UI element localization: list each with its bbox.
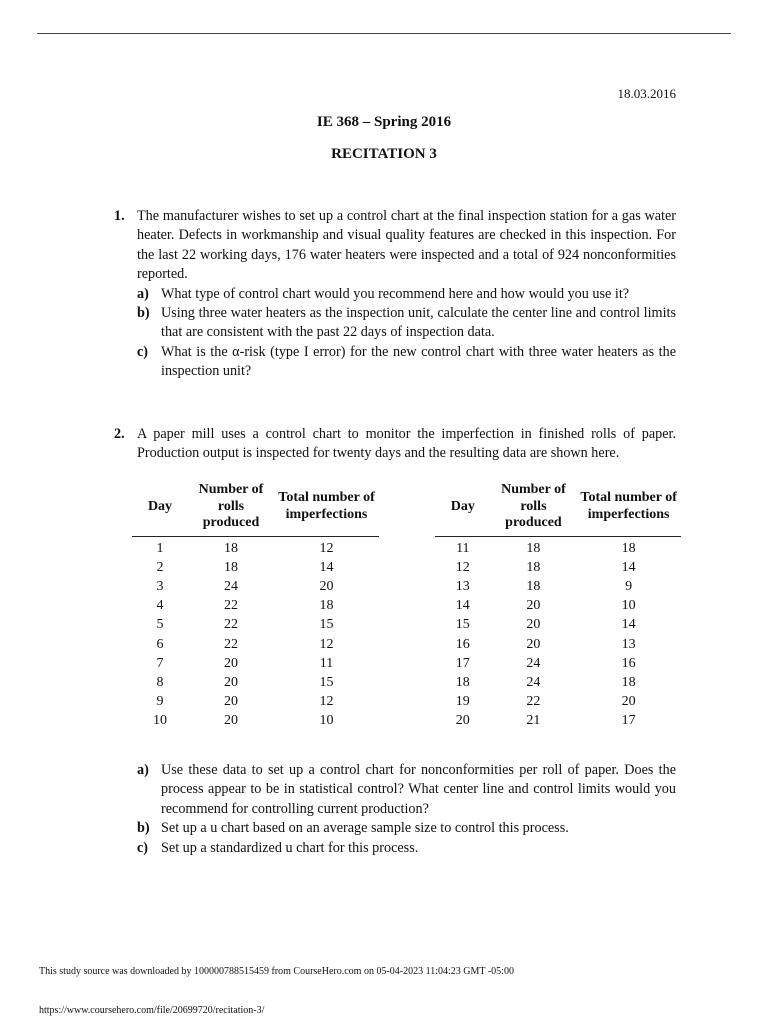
rolls-cell: 24 [526,655,541,671]
imperfections-cell: 15 [319,674,334,690]
imperfections-cell: 20 [621,694,636,710]
column-header-imperfections: Total number of imperfections [274,482,379,536]
day-cell: 4 [156,598,164,614]
table-body [132,536,379,731]
question-text: The manufacturer wishes to set up a control chart at the final inspection station for a gas water heater. Defects in workmanship and visual quality features are checked in this inspection. For the last 22 working days, 176 water heaters were inspected and a total of 924 nonconformities reported. [137,208,676,283]
table-row [435,711,681,730]
course-title: IE 368 – Spring 2016 [316,114,452,130]
question-part [137,343,676,382]
rolls-cell: 22 [224,617,238,633]
day-cell: 20 [455,713,470,729]
question-part [137,761,676,819]
day-cell: 5 [156,617,164,633]
table-row [435,615,681,634]
rolls-cell: 18 [224,559,238,575]
rolls-cell: 20 [224,713,238,729]
day-cell: 1 [156,540,164,556]
rolls-cell: 18 [526,578,541,594]
source-url[interactable]: https://www.coursehero.com/file/20699720/recitation-3/ [39,1005,265,1016]
day-cell: 7 [156,655,164,671]
question-2-parts [137,761,676,858]
table-row [435,596,681,615]
table-row [132,654,379,673]
table-row [435,635,681,654]
question-part [137,839,676,858]
question-part [137,819,676,838]
day-cell: 11 [456,540,470,556]
imperfections-cell: 14 [621,559,636,575]
day-cell: 12 [455,559,470,575]
imperfections-cell: 12 [319,636,334,652]
day-cell: 16 [455,636,470,652]
table-row [132,558,379,577]
imperfections-cell: 17 [621,713,636,729]
part-label: c) [137,343,149,360]
day-cell: 14 [455,598,470,614]
rolls-cell: 20 [224,694,238,710]
part-text: Using three water heaters as the inspection unit, calculate the center line and control limits that are consistent with the past 22 days of inspection data. [161,305,676,341]
download-note: This study source was downloaded by 100000788515459 from CourseHero.com on 05-04-2023 11:04:23 GMT -05:00 [39,966,514,977]
column-header-day: Day [132,482,188,536]
imperfections-cell: 15 [319,617,334,633]
column-header-imperfections: Total number of imperfections [576,482,681,536]
table-row [435,673,681,692]
table-row [132,536,379,558]
imperfections-cell: 9 [625,578,633,594]
table-row [435,536,681,558]
table-row [435,577,681,596]
rolls-cell: 18 [224,540,238,556]
rolls-cell: 20 [526,598,541,614]
day-cell: 10 [153,713,167,729]
question-text: A paper mill uses a control chart to monitor the imperfection in finished rolls of paper. Production output is inspected for twenty days and the resulting data are shown here. [137,426,676,462]
table-row [435,692,681,711]
table-row [132,673,379,692]
imperfections-cell: 10 [319,713,334,729]
part-text: What is the α-risk (type I error) for the new control chart with three water heaters as the inspection unit? [161,343,676,380]
column-header-day: Day [435,482,491,536]
table-row [132,635,379,654]
day-cell: 6 [156,636,164,652]
page-title: RECITATION 3 [331,146,437,162]
rolls-cell: 24 [526,674,541,690]
part-label: a) [137,285,149,302]
imperfections-cell: 18 [319,598,334,614]
day-cell: 3 [156,578,164,594]
rolls-cell: 20 [224,655,238,671]
question-2 [114,425,676,464]
imperfections-cell: 18 [621,540,636,556]
part-label: b) [137,305,150,322]
day-cell: 13 [455,578,470,594]
part-text: Set up a standardized u chart for this process. [161,839,419,856]
part-text: What type of control chart would you recommend here and how would you use it? [161,285,630,302]
table-row [132,577,379,596]
column-header-rolls: Number of rolls produced [491,482,577,536]
day-cell: 19 [455,694,470,710]
data-table-right [435,482,681,731]
rolls-cell: 18 [526,540,541,556]
question-1 [114,207,676,382]
table-row [132,711,379,730]
rolls-cell: 20 [526,617,541,633]
imperfections-cell: 20 [319,578,334,594]
rolls-cell: 22 [224,636,238,652]
imperfections-cell: 10 [621,598,636,614]
question-number: 1. [114,208,125,224]
table-body [435,536,681,731]
day-cell: 8 [156,674,164,690]
rolls-cell: 18 [526,559,541,575]
imperfections-cell: 14 [621,617,636,633]
imperfections-cell: 13 [621,636,636,652]
imperfections-cell: 11 [319,655,334,671]
rolls-cell: 24 [224,578,238,594]
part-label: b) [137,820,150,837]
column-header-rolls: Number of rolls produced [188,482,274,536]
day-cell: 9 [156,694,164,710]
rolls-cell: 20 [526,636,541,652]
imperfections-cell: 16 [621,655,636,671]
part-label: a) [137,762,149,778]
part-text: Use these data to set up a control chart for nonconformities per roll of paper. Does the process appear to be in statistical control? What center line and control limits would you recommend for controlling current production? [161,762,676,817]
question-number: 2. [114,426,125,442]
rolls-cell: 22 [224,598,238,614]
question-part [137,304,676,343]
day-cell: 18 [455,674,470,690]
day-cell: 17 [455,655,470,671]
imperfections-cell: 14 [319,559,334,575]
day-cell: 15 [455,617,470,633]
imperfections-cell: 12 [319,694,334,710]
question-part [137,285,676,304]
rolls-cell: 21 [526,713,541,729]
part-label: c) [137,839,149,856]
table-row [435,558,681,577]
top-rule [37,33,731,34]
imperfections-cell: 18 [621,674,636,690]
table-row [435,654,681,673]
data-table-left [132,482,379,731]
imperfections-cell: 12 [319,540,334,556]
document-date: 18.03.2016 [617,86,676,101]
table-row [132,692,379,711]
table-row [132,615,379,634]
rolls-cell: 22 [526,694,541,710]
day-cell: 2 [156,559,164,575]
rolls-cell: 20 [224,674,238,690]
part-text: Set up a u chart based on an average sample size to control this process. [161,820,569,837]
table-row [132,596,379,615]
